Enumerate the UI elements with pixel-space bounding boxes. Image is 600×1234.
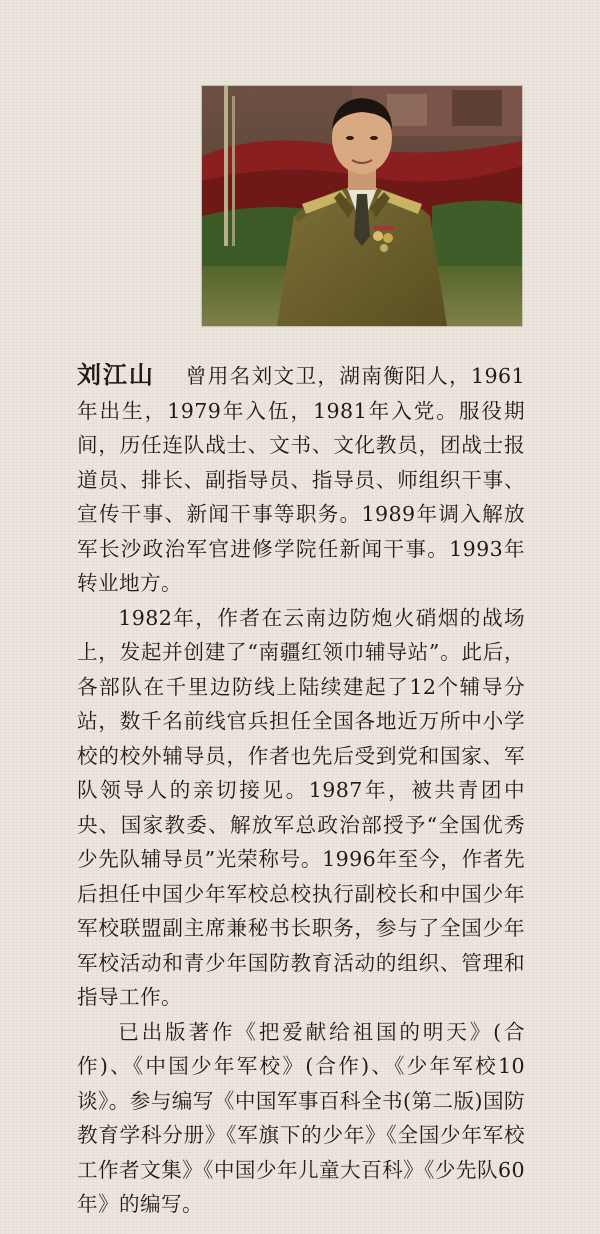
author-biography [77,358,525,1222]
bio-intro-text: 曾用名刘文卫，湖南衡阳人，1961年出生，1979年入伍，1981年入党。服役期间，历任连队战士、文书、文化教员，团战士报道员、排长、副指导员、指导员、师组织干事、宣传干事、新闻干事等职务。1989年调入解放军长沙政治军官进修学院任新闻干事。1993年转业地方。 [77,364,525,595]
bio-paragraph-3: 已出版著作《把爱献给祖国的明天》(合作)、《中国少年军校》(合作)、《少年军校10谈》。参与编写《中国军事百科全书(第二版)国防教育学科分册》《军旗下的少年》《全国少年军校工作者文集》《中国少年儿童大百科》《少先队60年》的编写。 [77,1019,525,1216]
bio-paragraph-2: 1982年，作者在云南边防炮火硝烟的战场上，发起并创建了“南疆红领巾辅导站”。此后，各部队在千里边防线上陆续建起了12个辅导分站，数千名前线官兵担任全国各地近万所中小学校的校外辅导员，作者也先后受到党和国家、军队领导人的亲切接见。1987年，被共青团中央、国家教委、解放军总政治部授予“全国优秀少先队辅导员”光荣称号。1996年至今，作者先后担任中国少年军校总校执行副校长和中国少年军校联盟副主席兼秘书长职务，参与了全国少年军校活动和青少年国防教育活动的组织、管理和指导工作。 [77,605,525,1009]
author-portrait-photo [202,86,522,326]
author-name: 刘江山 [77,360,155,389]
bio-paragraph-intro [77,358,525,601]
